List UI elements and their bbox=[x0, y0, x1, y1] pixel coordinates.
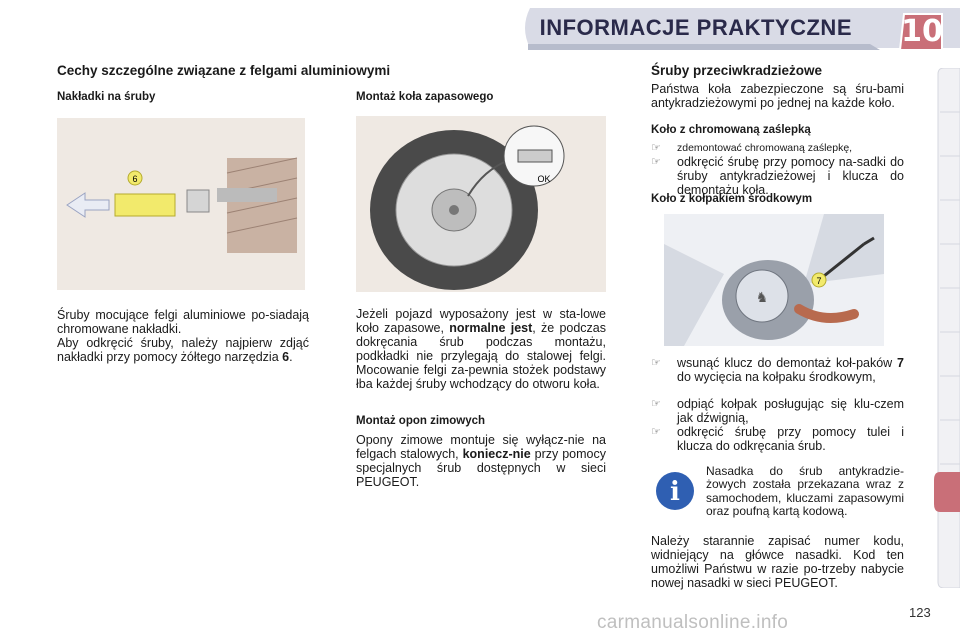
chapter-tabs bbox=[934, 68, 960, 588]
nut-covers-paragraph-1: Śruby mocujące felgi aluminiowe po-siadają chromowane nakładki. bbox=[57, 308, 309, 336]
subtitle-chrome-cap: Koło z chromowaną zaślepką bbox=[651, 124, 811, 136]
bullet-unscrew-bolt: ☞ odkręcić śrubę przy pomocy na-sadki do śruby antykradzieżowej i klucza do demontażu koła. bbox=[651, 155, 904, 197]
hand-pointer-icon: ☞ bbox=[651, 357, 661, 369]
subtitle-winter-tyres: Montaż opon zimowych bbox=[356, 415, 486, 427]
section-title: INFORMACJE PRAKTYCZNE bbox=[539, 15, 852, 40]
fig-label-7: 7 bbox=[816, 276, 822, 286]
subtitle-nut-covers: Nakładki na śruby bbox=[57, 91, 156, 103]
nut-covers-paragraph-2: Aby odkręcić śruby, należy najpierw zdjąć nakładki przy pomocy żółtego narzędzia 6. bbox=[57, 336, 309, 364]
hubcap-illustration bbox=[664, 214, 884, 346]
watermark: carmanualsonline.info bbox=[597, 612, 789, 633]
spare-wheel-illustration bbox=[356, 116, 606, 292]
page-title: Cechy szczególne związane z felgami aluminiowymi bbox=[57, 63, 391, 78]
hand-pointer-icon: ☞ bbox=[651, 142, 661, 154]
fig-label-6: 6 bbox=[132, 174, 138, 184]
anti-theft-intro: Państwa koła zabezpieczone są śru-bami antykradzieżowymi po jednej na każde koło. bbox=[651, 82, 904, 110]
anti-theft-title: Śruby przeciwkradzieżowe bbox=[651, 63, 823, 78]
info-icon bbox=[655, 471, 695, 511]
spare-wheel-paragraph: Jeżeli pojazd wyposażony jest w sta-lowe koło zapasowe, normalne jest, że podczas dokręcania śrub podczas montażu, podkładki nie przylegają do stalowej felgi. Mocowanie felgi za-pewnia stożek podstawy łba każdej śruby wchodzący do otworu koła. bbox=[356, 307, 607, 391]
nut-cover-illustration bbox=[57, 118, 305, 290]
info-note: Nasadka do śrub antykradzie-żowych została przekazana wraz z samochodem, kluczami zapasowymi oraz poufną kartą kodową. bbox=[706, 464, 904, 519]
bullet-remove-cap: ☞ zdemontować chromowaną zaślepkę, bbox=[651, 142, 853, 154]
hand-pointer-icon: ☞ bbox=[651, 156, 661, 168]
bullet-release-cap: ☞ odpiąć kołpak posługując się klu-czem jak dźwignią, bbox=[651, 397, 904, 425]
chapter-number: 10 bbox=[901, 14, 943, 49]
hand-pointer-icon: ☞ bbox=[651, 398, 661, 410]
svg-text:♞: ♞ bbox=[755, 289, 769, 305]
winter-tyres-paragraph: Opony zimowe montuje się wyłącz-nie na felgach stalowych, koniecz-nie przy pomocy specjalnych śrub dostępnych w sieci PEUGEOT. bbox=[356, 433, 606, 489]
subtitle-center-cap: Koło z kołpakiem środkowym bbox=[651, 193, 813, 205]
fig-label-ok: OK bbox=[537, 174, 551, 184]
bullet-insert-key: ☞ wsunąć klucz do demontaż koł-paków 7 do wycięcia na kołpaku środkowym, bbox=[651, 356, 904, 384]
hand-pointer-icon: ☞ bbox=[651, 426, 661, 438]
subtitle-spare-wheel: Montaż koła zapasowego bbox=[356, 91, 494, 103]
page-number: 123 bbox=[909, 605, 931, 620]
bullet-unscrew-sleeve: ☞ odkręcić śrubę przy pomocy tulei i klucza do odkręcania śrub. bbox=[651, 425, 904, 453]
final-paragraph: Należy starannie zapisać numer kodu, widniejący na główce nasadki. Kod ten umożliwi Państwu w razie po-trzeby nabycie nowej nasadki w sieci PEUGEOT. bbox=[651, 534, 904, 590]
svg-text:i: i bbox=[670, 477, 680, 507]
